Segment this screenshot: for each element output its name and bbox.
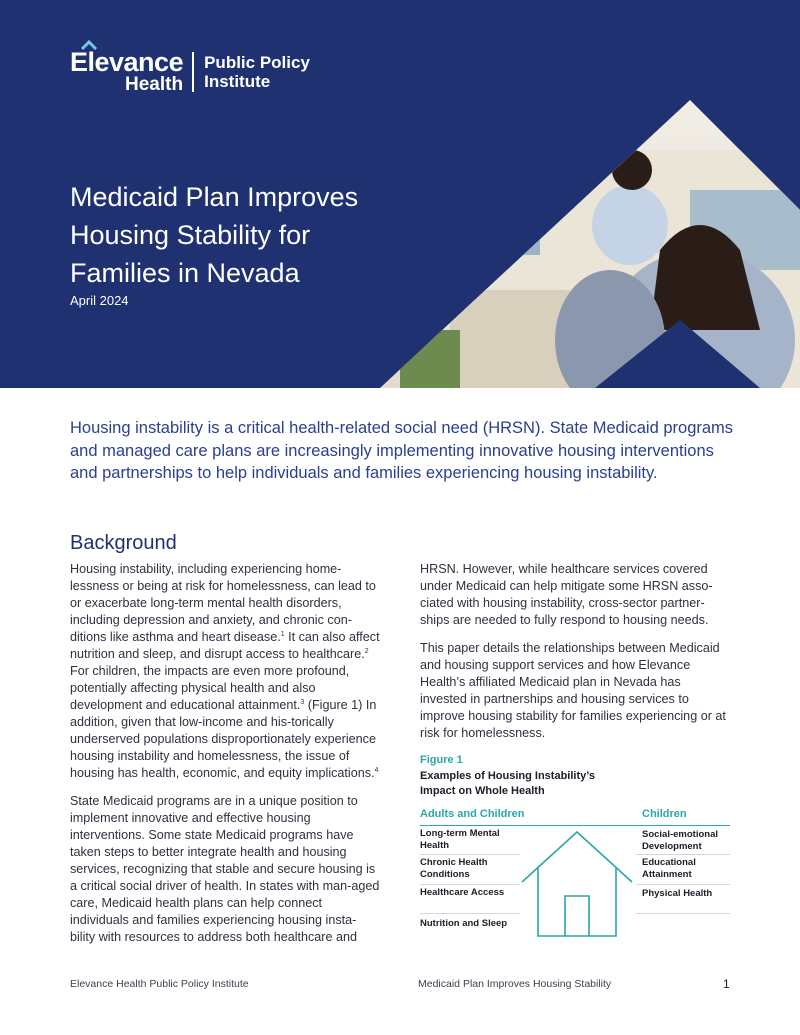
footer-org: Elevance Health Public Policy Institute xyxy=(70,978,249,990)
figure-left-item: Chronic Health Conditions xyxy=(420,857,488,880)
publication-date: April 2024 xyxy=(70,293,129,308)
brand-line1: Elevance xyxy=(70,47,184,77)
footer-doc-title: Medicaid Plan Improves Housing Stability xyxy=(418,978,612,990)
figure-rule xyxy=(636,884,730,885)
figure-header-rule xyxy=(420,825,730,826)
background-paragraph-2: State Medicaid programs are in a unique position to implement innovative and effective housing interventions. Some state Medicaid programs have taken steps to better integrate health and housing services, recognizing that stable and secure housing is a critical social driver of health. In states with man-aged care, Medicaid health plans can help connect individuals and families experiencing housing insta-bility with resources to address both healthcare and xyxy=(70,794,380,944)
chevron-up-icon xyxy=(79,40,99,50)
section-heading-background: Background xyxy=(70,532,177,554)
elevance-logo xyxy=(70,48,310,95)
p1-text-d: (Figure 1) In addition, given that low-income and his-torically underserved populations disproportionately experience housing instability and homelessness, the issue of housing has health, economic, and equity implications. xyxy=(70,698,377,780)
brand-wordmark xyxy=(70,48,183,95)
figure-heading-children: Children xyxy=(642,808,687,820)
figure-left-item: Long-term Mental Health xyxy=(420,828,500,851)
p1-text-c: For children, the impacts are even more profound, potentially affecting physical health and also development and educational attainment. xyxy=(70,664,350,712)
background-paragraph-1 xyxy=(70,561,380,782)
footnote-ref-2[interactable]: 2 xyxy=(364,647,369,655)
figure-right-item: Educational Attainment xyxy=(642,857,696,880)
figure-heading-adults: Adults and Children xyxy=(420,808,525,820)
figure-label: Figure 1 xyxy=(420,754,463,766)
brand-line2: Health xyxy=(125,74,184,95)
page-number: 1 xyxy=(723,977,730,991)
page-title: Medicaid Plan Improves Housing Stability for Families in Nevada xyxy=(70,182,359,288)
p1-text-b: It can also affect nutrition and sleep, and disrupt access to healthcare. xyxy=(70,630,380,661)
figure-1 xyxy=(420,754,730,954)
background-paragraph-3: HRSN. However, while healthcare services covered under Medicaid can help mitigate some HRSN asso-ciated with housing instability, cross-sector partner-ships are needed to fully respond to housing needs. xyxy=(420,562,713,627)
figure-rule xyxy=(420,884,520,885)
background-paragraph-4: This paper details the relationships between Medicaid and housing support services and how Elevance Health’s affiliated Medicaid plan in Nevada has invested in partnerships and housing services to improve housing stability for families experiencing or at risk for homelessness. xyxy=(420,641,726,740)
figure-title: Examples of Housing Instability’s Impact on Whole Health xyxy=(420,770,596,797)
footnote-ref-1[interactable]: 1 xyxy=(280,630,285,638)
p1-text-a: Housing instability, including experiencing home-lessness or being at risk for homelessness, can lead to or exacerbate long-term mental health disorders, including depression and anxiety, and chronic con-ditions like asthma and heart disease. xyxy=(70,562,376,644)
institute-name xyxy=(204,53,310,91)
figure-right-item: Physical Health xyxy=(642,888,713,899)
figure-rule xyxy=(420,913,520,914)
figure-left-item: Healthcare Access xyxy=(420,887,505,898)
body-column-left xyxy=(70,561,380,957)
figure-rule xyxy=(636,854,730,855)
house-icon xyxy=(520,830,634,938)
figure-left-item: Nutrition and Sleep xyxy=(420,918,508,929)
intro-paragraph: Housing instability is a critical health-related social need (HRSN). State Medicaid programs and managed care plans are increasingly implementing innovative housing interventions and partnerships to help individuals and families experiencing housing instability. xyxy=(70,419,734,482)
footnote-ref-3[interactable]: 3 xyxy=(300,698,305,706)
institute-line1: Public Policy xyxy=(204,52,310,72)
figure-right-item: Social-emotional Development xyxy=(642,829,719,852)
body-column-right xyxy=(420,561,730,753)
hero-banner xyxy=(0,0,800,388)
figure-rule xyxy=(420,854,520,855)
figure-rule xyxy=(636,913,730,914)
footnote-ref-4[interactable]: 4 xyxy=(374,766,379,774)
institute-line2: Institute xyxy=(204,71,271,91)
logo-divider xyxy=(192,52,194,92)
